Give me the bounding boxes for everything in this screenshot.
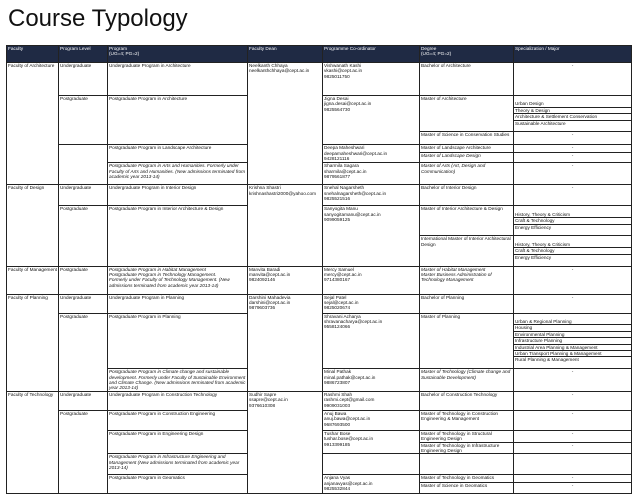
faculty-cell: Faculty of Technology bbox=[7, 391, 59, 494]
degree-cell: Master of Architecture bbox=[420, 96, 514, 132]
header-faculty: Faculty bbox=[7, 46, 59, 63]
coordinator-cell: Shravani Acharya shravanacharya@cept.ac.in 9558124066 bbox=[323, 313, 420, 369]
header-specialization: Specialization / Major bbox=[514, 46, 632, 63]
level-cell: Postgraduate bbox=[59, 206, 108, 266]
degree-cell: Bachelor of Architecture bbox=[420, 63, 514, 96]
spec-item: Rural Planning & Management bbox=[515, 357, 579, 363]
coordinator-cell: Mercy Samuel mercy@cept.ac.in 9714380167 bbox=[323, 266, 420, 294]
spec-list bbox=[514, 313, 632, 369]
program-cell: Postgraduate Program in Habitat Management Postgraduate Program in Technology Management. Formerly under Faculty of Technology Management. (New admissions terminated from academic year 2013-14) bbox=[108, 266, 248, 294]
header-coordinator: Programme Co-ordinator bbox=[323, 46, 420, 63]
level-cell: Undergraduate bbox=[59, 185, 108, 206]
spec-cell: - bbox=[514, 185, 632, 206]
spec-cell: - bbox=[514, 442, 632, 454]
coordinator-cell: Snehal Nagarsheth snehalnagarsheth@cept.ac.in 9825521516 bbox=[323, 185, 420, 206]
table-row bbox=[7, 294, 632, 313]
degree-cell: Master of Technology in Construction Engineering & Management bbox=[420, 410, 514, 430]
program-cell: Postgraduate Program in Construction Engineering bbox=[108, 410, 248, 430]
spec-cell: - bbox=[514, 266, 632, 294]
spec-cell: - bbox=[514, 475, 632, 483]
dean-cell: Neelkanth Chhaya neelkanthchhaya@cept.ac.in bbox=[248, 63, 323, 185]
spec-cell: - bbox=[514, 430, 632, 442]
level-cell: Postgraduate bbox=[59, 266, 108, 294]
header-program: Program (UG=4; PG=2) bbox=[108, 46, 248, 63]
dean-cell: Manvita Baradi manvita@cept.ac.in 9824092146 bbox=[248, 266, 323, 294]
degree-cell: Bachelor of Planning bbox=[420, 294, 514, 313]
spec-item: Industrial Area Planning & Management bbox=[514, 344, 631, 350]
faculty-cell: Faculty of Architecture bbox=[7, 63, 59, 185]
program-cell: Postgraduate Program in Interior Architecture & Design bbox=[108, 206, 248, 266]
program-cell: Postgraduate Program in Planning bbox=[108, 313, 248, 369]
spec-cell: - bbox=[514, 410, 632, 430]
spec-cell: - bbox=[514, 369, 632, 392]
degree-cell: Master of Interior Architecture & Design bbox=[420, 206, 514, 236]
dean-cell: Darshini Mahadevia darshini@cept.ac.in 9879603736 bbox=[248, 294, 323, 391]
degree-cell: Bachelor of Construction Technology bbox=[420, 391, 514, 410]
spec-list bbox=[514, 96, 632, 132]
program-cell: Postgraduate Program in Landscape Architecture bbox=[108, 145, 248, 163]
spec-item: Craft & Technology bbox=[514, 248, 631, 254]
table-row bbox=[7, 266, 632, 294]
dean-cell: Sudhir Sapre ssapre@cept.ac.in 9376610308 bbox=[248, 391, 323, 494]
degree-cell: Master of Arts (Art, Design and Communication) bbox=[420, 163, 514, 185]
coordinator-cell: Anjana Vyas anjanavyas@cept.ac.in 9825532844 bbox=[323, 475, 420, 494]
header-row bbox=[7, 46, 632, 63]
degree-cell: Master of Habitat Management Master Business Administration of Technology Management bbox=[420, 266, 514, 294]
faculty-cell: Faculty of Planning bbox=[7, 294, 59, 391]
coordinator-cell: Sanyogita Manu sanyogitamanu@cept.ac.in 9099059125 bbox=[323, 206, 420, 266]
degree-cell: Master of Technology in Infrastructure Engineering Design bbox=[420, 442, 514, 454]
spec-item: Theory & Design bbox=[514, 107, 631, 113]
spec-cell bbox=[514, 454, 632, 475]
header-degree: Degree (UG=4; PG=2) bbox=[420, 46, 514, 63]
coordinator-cell: Sejal Patel sejal@cept.ac.in 9825020674 bbox=[323, 294, 420, 313]
table-row bbox=[7, 63, 632, 96]
level-cell: Undergraduate bbox=[59, 63, 108, 96]
program-cell: Undergraduate Program in Construction Technology bbox=[108, 391, 248, 410]
spec-cell: - bbox=[514, 163, 632, 185]
spec-item: Sustainable Architecture bbox=[515, 120, 566, 126]
degree-cell: Master of Landscape Design bbox=[420, 153, 514, 163]
header-program-level: Program Level bbox=[59, 46, 108, 63]
degree-cell: Master of Science in Geomatics bbox=[420, 483, 514, 494]
degree-cell: Master of Technology in Structural Engineering Design bbox=[420, 430, 514, 442]
program-cell: Postgraduate Program in Climate change and sustainable development. Formerly under Faculty of Sustainable Environment and Climate Change. (New admissions terminated from academic year 2013-14) bbox=[109, 369, 246, 391]
degree-cell: International Master of Interior Architectural Design bbox=[420, 236, 514, 266]
level-cell: Postgraduate bbox=[59, 410, 108, 494]
degree-cell: Master of Technology (Climate change and Sustainable Development) bbox=[420, 369, 514, 392]
spec-item: Urban Design bbox=[514, 101, 631, 107]
coordinator-cell: Deepa Maheshwari deepamaheshwari@cept.ac.in 9428121116 bbox=[323, 145, 420, 163]
coordinator-cell: Anuj Bawa anuj.bawa@cept.ac.in 9687693500 bbox=[323, 410, 420, 430]
spec-list bbox=[514, 206, 632, 236]
spec-item: Urban & Regional Planning bbox=[514, 319, 631, 325]
level-cell bbox=[59, 145, 108, 185]
program-cell: Postgraduate Program in Infrastructure Engineering and Management (New admissions terminated from academic year 2013-14) bbox=[108, 454, 248, 475]
spec-item: Energy Efficiency bbox=[515, 224, 552, 230]
spec-item: Craft & Technology bbox=[514, 218, 631, 224]
spec-cell: - bbox=[514, 153, 632, 163]
spec-cell: - bbox=[514, 132, 632, 145]
header-faculty-dean: Faculty Dean bbox=[248, 46, 323, 63]
course-typology-table bbox=[6, 45, 632, 494]
program-cell: Undergraduate Program in Architecture bbox=[108, 63, 248, 96]
spec-item: History, Theory & Criticism bbox=[514, 212, 631, 218]
degree-cell: Master of Science in Conservation Studies bbox=[420, 132, 514, 145]
spec-item: Environmental Planning bbox=[514, 331, 631, 337]
level-cell: Postgraduate bbox=[59, 313, 108, 391]
spec-item: Urban Transport Planning & Management bbox=[514, 350, 631, 356]
spec-cell: - bbox=[514, 391, 632, 410]
spec-item: Architecture & Settlement Conservation bbox=[514, 114, 631, 120]
degree-cell bbox=[420, 454, 514, 475]
program-cell: Postgraduate Program in Engineering Design bbox=[108, 430, 248, 454]
degree-cell: Master of Landscape Architecture bbox=[420, 145, 514, 153]
spec-list bbox=[514, 236, 632, 266]
coordinator-cell: Minal Pathak minal.pathak@cept.ac.in 9886723807 bbox=[323, 369, 420, 392]
level-cell: Postgraduate bbox=[59, 96, 108, 145]
spec-item: Housing bbox=[514, 325, 631, 331]
program-cell: Postgraduate Program in Arts and Humanities. Formerly under Faculty of Arts and Humanities. (New admissions terminated from academic year 2013-14) bbox=[108, 163, 248, 185]
spec-item: Energy Efficiency bbox=[515, 254, 552, 260]
degree-cell: Bachelor of Interior Design bbox=[420, 185, 514, 206]
level-cell: Undergraduate bbox=[59, 294, 108, 313]
faculty-cell: Faculty of Design bbox=[7, 185, 59, 266]
spec-cell: - bbox=[514, 294, 632, 313]
faculty-cell: Faculty of Management bbox=[7, 266, 59, 294]
program-cell: Postgraduate Program in Architecture bbox=[108, 96, 248, 145]
spec-item: Infrastructure Planning bbox=[514, 338, 631, 344]
level-cell: Undergraduate bbox=[59, 391, 108, 410]
dean-cell: Krishna Shastri krishnashastri2000@yahoo.com bbox=[248, 185, 323, 266]
degree-cell: Master of Technology in Geomatics bbox=[420, 475, 514, 483]
coordinator-cell: Jigna Desai jigna.desai@cept.ac.in 9825564730 bbox=[323, 96, 420, 145]
coordinator-cell: Vishwanath Kashi vkashi@cept.ac.in 9825011750 bbox=[323, 63, 420, 96]
spec-cell: - bbox=[514, 483, 632, 494]
spec-cell: - bbox=[514, 63, 632, 96]
coordinator-cell bbox=[323, 454, 420, 475]
program-cell: Undergraduate Program in Planning bbox=[108, 294, 248, 313]
program-cell: Undergraduate Program in Interior Design bbox=[108, 185, 248, 206]
spec-item: History, Theory & Criticism bbox=[514, 242, 631, 248]
degree-cell: Master of Planning bbox=[420, 313, 514, 369]
table-row bbox=[7, 391, 632, 410]
page-title: Course Typology bbox=[8, 5, 188, 32]
spec-cell: - bbox=[514, 145, 632, 153]
program-cell: Postgraduate Program in Geomatics bbox=[108, 475, 248, 494]
coordinator-cell: Sharmila Sagara sharmila@cept.ac.in 9879561877 bbox=[323, 163, 420, 185]
table-row bbox=[7, 185, 632, 206]
coordinator-cell: Tushar Bose tushar.bose@cept.ac.in 9913399185 bbox=[323, 430, 420, 454]
coordinator-cell: Rashmi Shah rashmi.cept@gmail.com 9909031003 bbox=[323, 391, 420, 410]
